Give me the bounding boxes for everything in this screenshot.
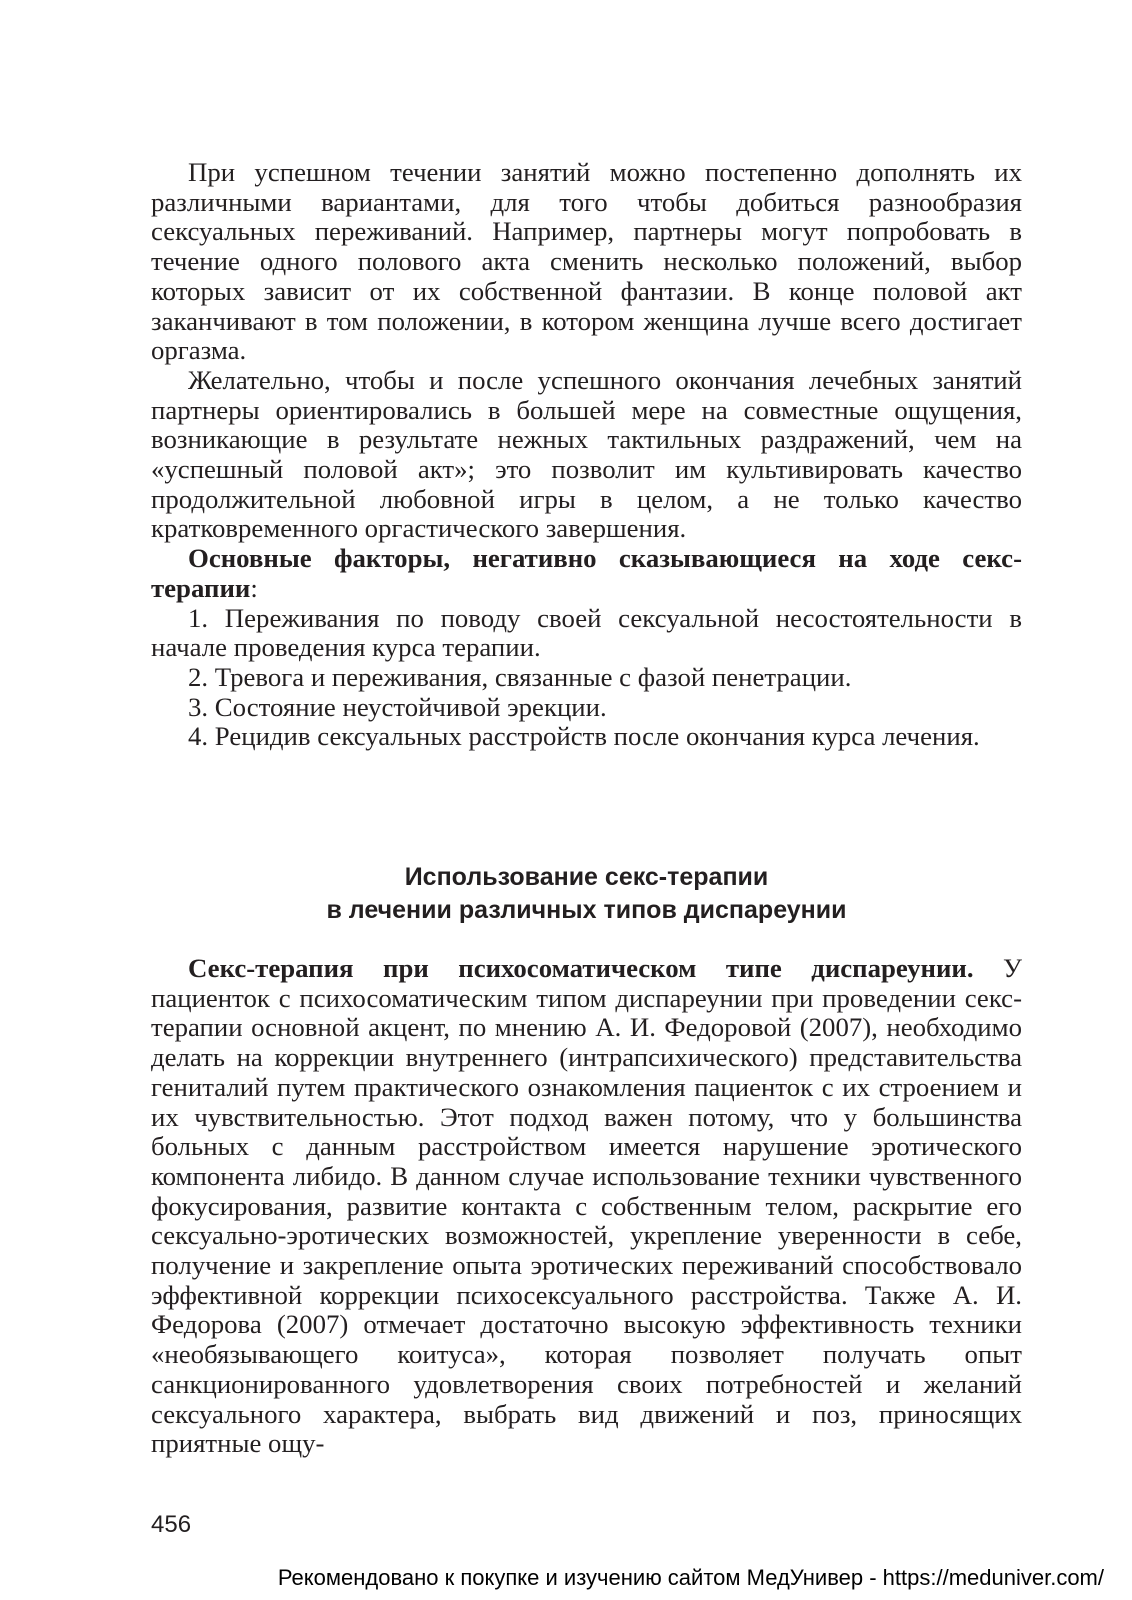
paragraph-1: При успешном течении занятий можно постепенно дополнять их различными вариантами, для того чтобы добиться разнообразия сексуальных переживаний. Например, партнеры могут попробовать в течение одного полового акта сменить несколько положений, выбор которых зависит от их собственной фантазии. В конце половой акт заканчивают в том положении, в котором женщина лучше всего достигает оргазма. [151,157,1022,366]
factors-colon: : [250,572,258,603]
page-number: 456 [151,1511,192,1538]
section-heading [151,861,1022,927]
factors-heading [151,544,1022,603]
section-heading-line-1: Использование секс-терапии [404,863,769,891]
section-paragraph [151,954,1022,1459]
factor-item-3: 3. Состояние неустойчивой эрекции. [188,691,607,722]
factor-item-2: 2. Тревога и переживания, связанные с фазой пенетрации. [188,661,852,692]
factors-title: Основные факторы, негативно сказывающиеся на ходе секс-терапии [151,543,1022,603]
section-heading-line-2: в лечении различных типов диспареунии [326,896,847,924]
run-in-heading: Секс-терапия при психосоматическом типе диспареунии. [188,953,974,983]
main-text [151,158,1022,752]
factor-item-4: 4. Рецидив сексуальных расстройств после окончания курса лечения. [188,721,980,752]
footer-watermark: Рекомендовано к покупке и изучению сайтом МедУнивер - https://meduniver.com/ [277,1565,1104,1590]
factor-item-1: 1. Переживания по поводу своей сексуальной несостоятельности в начале проведения курса терапии. [151,602,1022,663]
section-paragraph-text: У пациенток с психосоматическим типом диспареунии при проведении секс-терапии основной акцент, по мнению А. И. Федоровой (2007), необходимо делать на коррекции внутреннего (интрапсихического) представительства гениталий путем практического ознакомления пациенток с их строением и их чувствительностью. Этот подход важен потому, что у большинства больных с данным расстройством имеется нарушение эротического компонента либидо. В данном случае использование техники чувственного фокусирования, развитие контакта с собственным телом, раскрытие его сексуально-эротических возможностей, укрепление уверенности в себе, получение и закрепление опыта эротических переживаний способствовало эффективной коррекции психосексуального расстройства. Также А. И. Федорова (2007) отмечает достаточно высокую эффективность техники «необязывающего коитуса», которая позволяет получать опыт санкционированного удовлетворения своих потребностей и желаний сексуального характера, выбрать вид движений и поз, приносящих приятные ощу- [151,953,1022,1459]
paragraph-2: Желательно, чтобы и после успешного окончания лечебных занятий партнеры ориентировались в большей мере на совместные ощущения, возникающие в результате нежных тактильных раздражений, чем на «успешный половой акт»; это позволит им культивировать качество продолжительной любовной игры в целом, а не только качество кратковременного оргастического завершения. [151,364,1022,544]
section-body [151,954,1022,1459]
